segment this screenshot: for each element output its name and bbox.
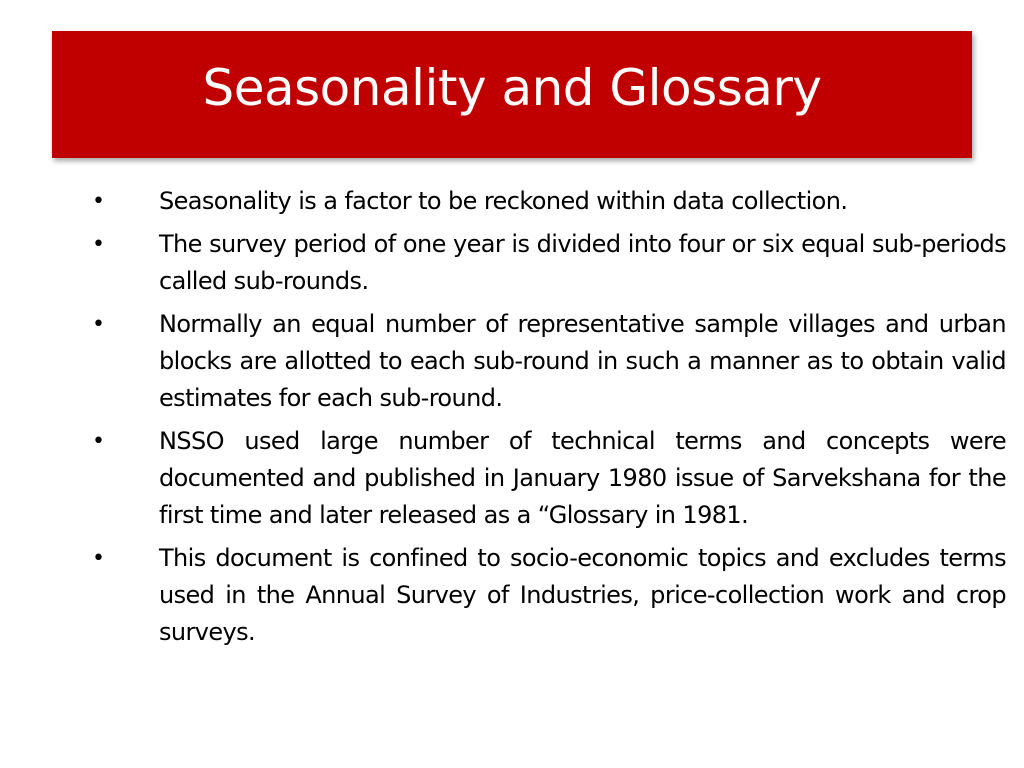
slide-title: Seasonality and Glossary (202, 58, 822, 117)
bullet-item (90, 306, 1006, 417)
bullet-icon: • (92, 546, 105, 571)
bullet-icon: • (92, 312, 105, 337)
bullet-item (90, 423, 1006, 534)
bullet-item (90, 226, 1006, 300)
bullet-text: The survey period of one year is divided into four or six equal sub-periods called sub-rounds. (159, 230, 1006, 295)
bullet-text: Seasonality is a factor to be reckoned within data collection. (159, 187, 848, 215)
bullet-list (90, 183, 1006, 657)
bullet-text: NSSO used large number of technical terms and concepts were documented and published in January 1980 issue of Sarvekshana for the first time and later released as a “Glossary in 1981. (159, 427, 1006, 529)
bullet-icon: • (92, 189, 105, 214)
bullet-item (90, 183, 1006, 220)
bullet-icon: • (92, 232, 105, 257)
bullet-text: Normally an equal number of representative sample villages and urban blocks are allotted to each sub-round in such a manner as to obtain valid estimates for each sub-round. (159, 310, 1006, 412)
bullet-text: This document is confined to socio-economic topics and excludes terms used in the Annual Survey of Industries, price-collection work and crop surveys. (159, 544, 1006, 646)
bullet-item (90, 540, 1006, 651)
title-banner (52, 31, 972, 158)
bullet-icon: • (92, 429, 105, 454)
